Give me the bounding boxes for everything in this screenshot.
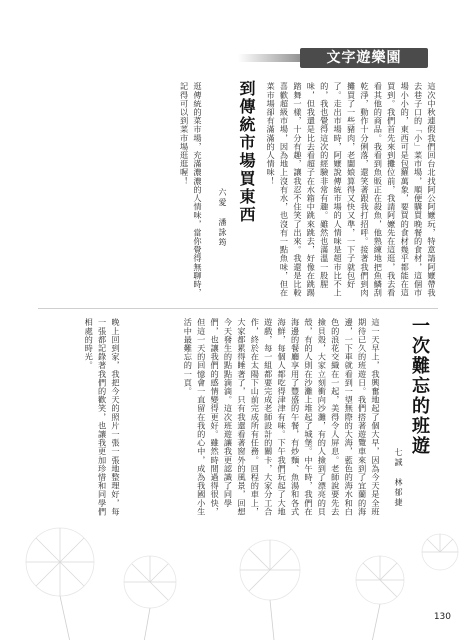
article-body-bottom-continued: 晚上回到家，我把今天的照片一張一張地整理好，每一張都記錄著我們的歡笑，也讓我更加珍惜和同學們相處的時光。 [84, 318, 121, 516]
section-banner [300, 48, 428, 68]
article-body-top-continued: 逛傳統的菜市場，充滿濃濃的人情味，當你覺得無聊時，記得可以到菜市場逛逛喔！ [179, 82, 203, 297]
page-frame [8, 8, 459, 632]
page-number: 130 [433, 612, 451, 622]
article-body-bottom: 這一天早上，我興奮地起了個大早，因為今天是全班期待已久的班遊日。我們搭著遊覽車來到了宜蘭的海邊，一下車就看到一望無際的大海，藍色的海水和白色的浪花交織在一起，美得令人屏息。老師說要先去撿貝殼，大家立刻衝向沙灘，有的人撿到了漂亮的貝殼，有的人則在沙灘上堆起了城堡。中午時，我們在海邊的餐廳享用了豐盛的午餐，有炒麵、魚湯和各式海鮮，每個人都吃得津津有味。下午我們玩起了大地遊戲，每一組都要完成老師設計的關卡，大家分工合作，終於在太陽下山前完成所有任務。回程的車上，大家都累得睡著了，只有我還看著窗外的風景，回想今天發生的點點滴滴。這次班遊讓我更認識了同學們，也讓我們的感情變得更好。雖然時間過得很快，但這一天的回憶會一直留在我的心中，成為我國小生活中最難忘的一頁。 [183, 318, 381, 516]
article-body-top: 這次中秋連假我們回台北找阿公阿嬤玩，特意請阿嬤帶我去巷子口的「小」菜市場，順便購買晚餐的食材，這個市場小小的，東西可是包羅萬象，要買的食材幾乎都能在這買到。我們首先來到攤位前，我請阿嬤先在這逛，我去看看其他的商品。我看到魚販正在殺魚，他熟練地把魚鱗刮乾淨，動作十分俐落，還笑著跟我打招呼。接著我們到肉攤買了一些豬肉，老闆娘算得又快又準，一下子就包好了。走出市場時，阿嬤說傳統市場的人情味是超市比不上的，我也覺得這次的經驗非常有趣。雖然也滿溫一股腥味，但我還是比去看超子在水箱中跳來跳去，好像在跳踢踏舞一樣，十分有趣，讓我忍不住笑了出來。我還是比較喜歡超級市場，因為地上沒有水，也沒有一點魚味，但在菜市場卻有滿滿的人情味！ [266, 82, 437, 297]
article-author-top: 六愛 潘詠筠 [218, 188, 227, 248]
article-title-bottom: 一次難忘的班遊 [409, 316, 430, 456]
article-divider [38, 308, 438, 309]
article-author-bottom: 七誠 林郁捷 [394, 448, 403, 508]
section-banner-label: 文字遊樂園 [326, 50, 402, 66]
article-title-top: 到傳統市場買東西 [237, 80, 256, 224]
banner-gradient [238, 54, 300, 62]
dandelion-decoration [0, 452, 467, 632]
